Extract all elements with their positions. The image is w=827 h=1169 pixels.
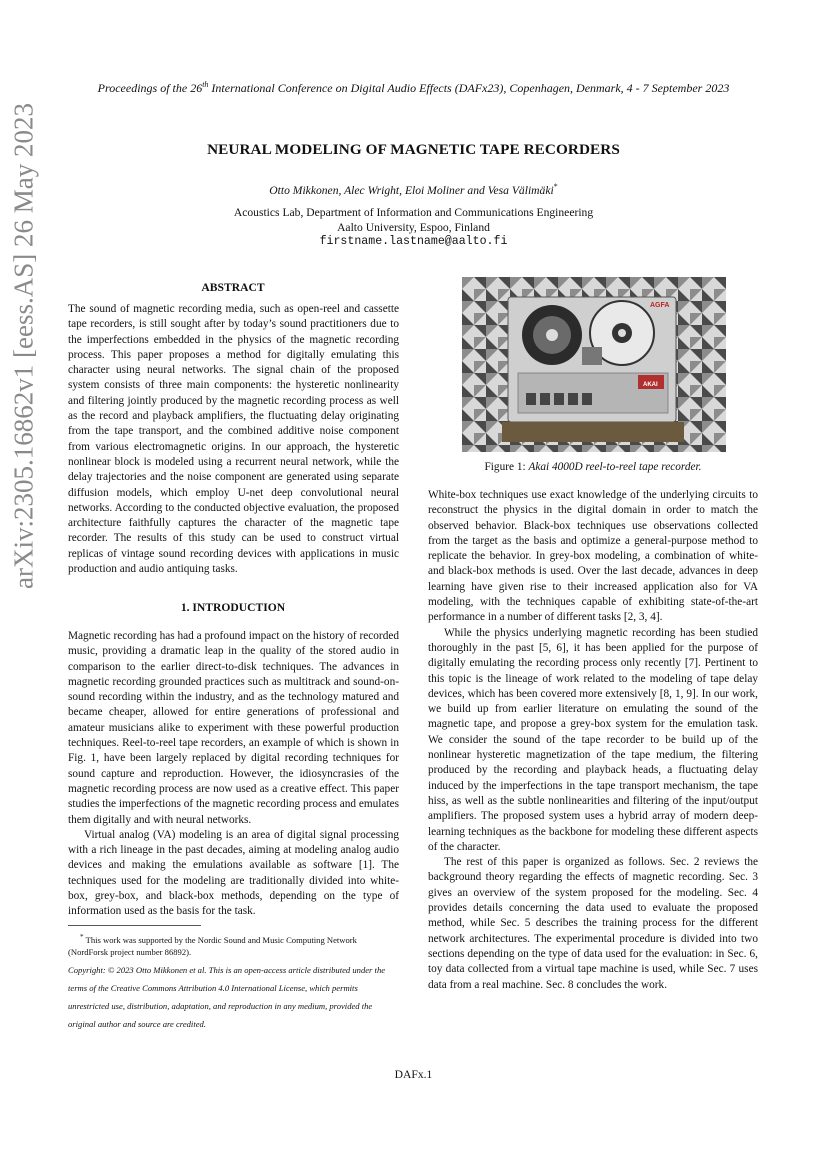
introduction-body (68, 629, 399, 920)
affiliation-department: Acoustics Lab, Department of Information and Communications Engineering (233, 206, 594, 219)
wooden-base (502, 422, 684, 442)
intro-paragraph-1: Magnetic recording has had a profound impact on the history of recorded music, providing a dramatic leap in the quality of the stored audio in comparison to the earlier direct-to-disk techniques. The advances in magnetic recording grounded practices such as multitrack and sound-on-sound recording within the industry, and as the technology matured and became cheaper, allowed for entire generations of professional and amateur musicians alike to experiment with these powerful production techniques. Reel-to-reel tape recorders, an example of which is shown in Fig. 1, have been largely replaced by digital recording techniques for sound capture and reproduction. However, the idiosyncrasies of the magnetic recording process are now used as a creative effect. This paper studies the imperfections of the magnetic recording process and emulates them digitally and with neural networks. (68, 630, 399, 826)
footnotes (68, 931, 399, 1033)
abstract-body: The sound of magnetic recording media, such as open-reel and cassette tape recorders, is still sought after by today’s sound practitioners due to the imperfections embedded in the physics of the magnetic recording process. This paper proposes a method for digitally emulating this character using neural networks. The signal chain of the proposed system consists of three main components: the hysteretic nonlinearity and filtering jointly produced by the magnetic recording process as well as the record and playback amplifiers, the fluctuating delay originating from the tape transport, and the combined additive noise component from various electromagnetic origins. In our approach, the hysteretic nonlinear block is modeled using a recurrent neural network, while the delay trajectories and the noise component are generated using separate diffusion models, which employ U-net deep convolutional neural networks. According to the conducted objective evaluation, the proposed architecture faithfully captures the character of the magnetic tape recorder. The results of this study can be used to construct virtual replicas of vintage sound recording devices with applications in music production and audio antiquing tasks. (68, 303, 399, 576)
funding-footnote: * This work was supported by the Nordic Sound and Music Computing Network (NordForsk project number 86892). (68, 933, 357, 958)
figure-1-image (462, 277, 726, 452)
footnote-rule (68, 925, 201, 926)
affiliation-university: Aalto University, Espoo, Finland (337, 220, 490, 234)
intro-paragraph-2: Virtual analog (VA) modeling is an area of digital signal processing with a rich lineage in the past decades, aiming at modeling analog audio devices and making the emulations available as software [1]. The techniques used for the modeling are traditionally divided into white-box, grey-box, and black-box methods, depending on the type of information used as the basis for the task. (68, 828, 399, 918)
footnote-mark: * (553, 182, 558, 191)
akai-badge: AKAI (643, 382, 658, 388)
tape-head (582, 347, 602, 365)
conference-header: Proceedings of the 26th International Conference on Digital Audio Effects (DAFx23), Copenhagen, Denmark, 4 - 7 September 2023 (97, 80, 730, 95)
right-paragraph-2: While the physics underlying magnetic recording has been studied thoroughly in the past [5, 6], it has been applied for the purpose of digitally emulating the recording process only recently [7]. Pertinent to this topic is the lineage of work related to the modeling of tape delay devices, which has been covered more extensively [8, 1, 9]. In our work, we build up from earlier literature on emulating the sound of the magnetic tape, and propose a grey-box system for the emulation task. We consider the sound of the tape recorder to be build up of the nonlinear hysteretic magnetization of the tape medium, the filtering produced by the recording and playback heads, a fluctuating delay induced by the imperfections in the tape transport mechanism, the tape hiss, as well as the subtle nonlinearities and filtering of the input/output amplifiers. The proposed system uses a hybrid array of modern deep-learning techniques as the backbone for modeling these different aspects of the character. (428, 626, 758, 853)
abstract-heading: ABSTRACT (201, 281, 265, 294)
brand-label: AGFA (650, 302, 670, 309)
right-paragraph-3: The rest of this paper is organized as follows. Sec. 2 reviews the background theory regarding the effects of magnetic recording. Sec. 3 gives an overview of the system proposed for the modeling. Sec. 4 provides details concerning the data used to evaluate the proposed method, while Sec. 5 describes the training process for the different network architectures. The experimental procedure is divided into two sections depending on the type of data used for the evaluation: in Sec. 6, toy data collected from a virtual tape machine is used, while Sec. 7 uses data from a real machine. Sec. 8 concludes the work. (428, 856, 758, 991)
arxiv-id: arXiv:2305.16862v1 [eess.AS] 26 May 2023 (8, 103, 39, 589)
figure-1-caption: Figure 1: Akai 4000D reel-to-reel tape recorder. (484, 461, 702, 473)
right-column-body (428, 488, 758, 993)
introduction-heading: 1. INTRODUCTION (180, 601, 286, 614)
copyright-notice: Copyright: © 2023 Otto Mikkonen et al. This is an open-access article distributed under the terms of the Creative Commons Attribution 4.0 International License, which permits unrestricted use, distribution, adaptation, and reproduction in any medium, provided the original author and source are credited. (68, 965, 386, 1029)
paper-title: NEURAL MODELING OF MAGNETIC TAPE RECORDERS (207, 141, 620, 158)
affiliation (0, 206, 827, 235)
author-email: firstname.lastname@aalto.fi (319, 235, 508, 248)
tape-recorder-illustration (462, 277, 726, 452)
author-list: Otto Mikkonen, Alec Wright, Eloi Moliner and Vesa Välimäki* (269, 182, 558, 197)
page-number: DAFx.1 (394, 1068, 433, 1081)
right-paragraph-1: White-box techniques use exact knowledge of the underlying circuits to reconstruct the physics in the digital domain in order to match the observed behavior. Black-box techniques use observations collected from the target as the basis and optimize a general-purpose method to replicate the behavior. In grey-box modeling, a combination of white- and black-box methods is used. Over the last decade, advances in deep learning have given rise to their increased application also for VA modeling, with the techniques capable of exhibiting state-of-the-art performance in a number of different tasks [2, 3, 4]. (428, 489, 758, 624)
